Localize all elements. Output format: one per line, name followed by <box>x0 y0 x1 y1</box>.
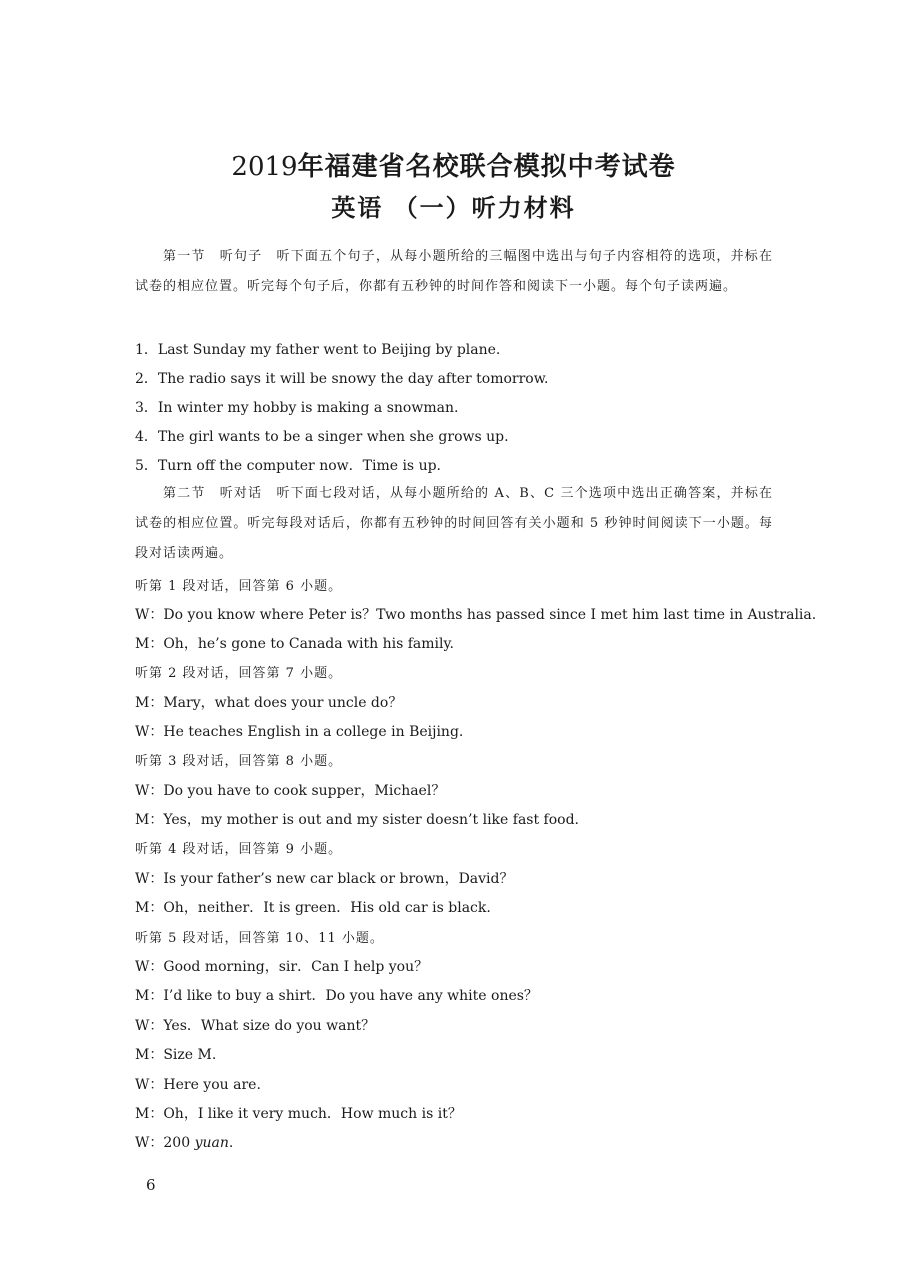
dialogue-4-line-2: M：Oh，neither．It is green．His old car is black. <box>135 900 491 916</box>
dialogue-2-line-1: M：Mary，what does your uncle do？ <box>135 695 403 711</box>
dialogue-5-line-7-prefix: W：200 <box>135 1135 195 1151</box>
page-number: 6 <box>146 1176 156 1194</box>
dialogue-5-line-6: M：Oh，I like it very much．How much is it？ <box>135 1106 462 1122</box>
dialogue-5-line-1: W：Good morning，sir．Can I help you？ <box>135 959 429 975</box>
dialogue-1-header: 听第 1 段对话，回答第 6 小题。 <box>135 579 343 594</box>
dialogue-5-line-4: M：Size M. <box>135 1047 217 1063</box>
dialogue-2-line-2: W：He teaches English in a college in Beijing. <box>135 724 464 740</box>
title-year: 2019 <box>231 152 298 182</box>
currency-unit: yuan <box>194 1135 229 1151</box>
dialogue-3-line-1: W：Do you have to cook supper，Michael？ <box>135 783 446 799</box>
dialogue-3-header: 听第 3 段对话，回答第 8 小题。 <box>135 754 343 769</box>
page-subtitle: 英语 （一）听力材料 <box>331 193 576 222</box>
sentence-3: 3．In winter my hobby is making a snowman. <box>135 400 459 416</box>
dialogue-5-line-3: W：Yes．What size do you want？ <box>135 1018 376 1034</box>
dialogue-4-line-1: W：Is your father’s new car black or brown，David？ <box>135 871 514 887</box>
section2-intro: 第二节 听对话 听下面七段对话，从每小题所给的 A、B、C 三个选项中选出正确答案，并标在试卷的相应位置。听完每段对话后，你都有五秒钟的时间回答有关小题和 5 秒钟时间阅读下一小题。每段对话读两遍。 <box>135 486 773 561</box>
dialogue-5-line-7-suffix: . <box>228 1135 234 1151</box>
dialogue-5-line-2: M：I’d like to buy a shirt．Do you have any white ones？ <box>135 988 538 1004</box>
dialogue-5-header: 听第 5 段对话，回答第 10、11 小题。 <box>135 931 384 946</box>
dialogue-1-line-2: M：Oh，he’s gone to Canada with his family. <box>135 636 454 652</box>
dialogue-2-header: 听第 2 段对话，回答第 7 小题。 <box>135 666 343 681</box>
dialogue-4-header: 听第 4 段对话，回答第 9 小题。 <box>135 842 343 857</box>
dialogue-1-line-1: W：Do you know where Peter is？Two months has passed since I met him last time in Australia. <box>135 607 817 623</box>
dialogue-5-line-5: W：Here you are. <box>135 1077 261 1093</box>
title-main: 年福建省名校联合模拟中考试卷 <box>297 152 676 182</box>
page-title <box>0 146 907 183</box>
dialogue-5-line-7 <box>135 1132 233 1152</box>
sentence-1: 1．Last Sunday my father went to Beijing by plane. <box>135 342 501 358</box>
section1-intro: 第一节 听句子 听下面五个句子，从每小题所给的三幅图中选出与句子内容相符的选项，并标在试卷的相应位置。听完每个句子后，你都有五秒钟的时间作答和阅读下一小题。每个句子读两遍。 <box>135 249 773 294</box>
sentence-2: 2．The radio says it will be snowy the day after tomorrow. <box>135 371 549 387</box>
dialogue-3-line-2: M：Yes，my mother is out and my sister doesn’t like fast food. <box>135 812 580 828</box>
sentence-4: 4．The girl wants to be a singer when she grows up. <box>135 429 509 445</box>
sentence-5: 5．Turn off the computer now．Time is up. <box>135 458 441 474</box>
